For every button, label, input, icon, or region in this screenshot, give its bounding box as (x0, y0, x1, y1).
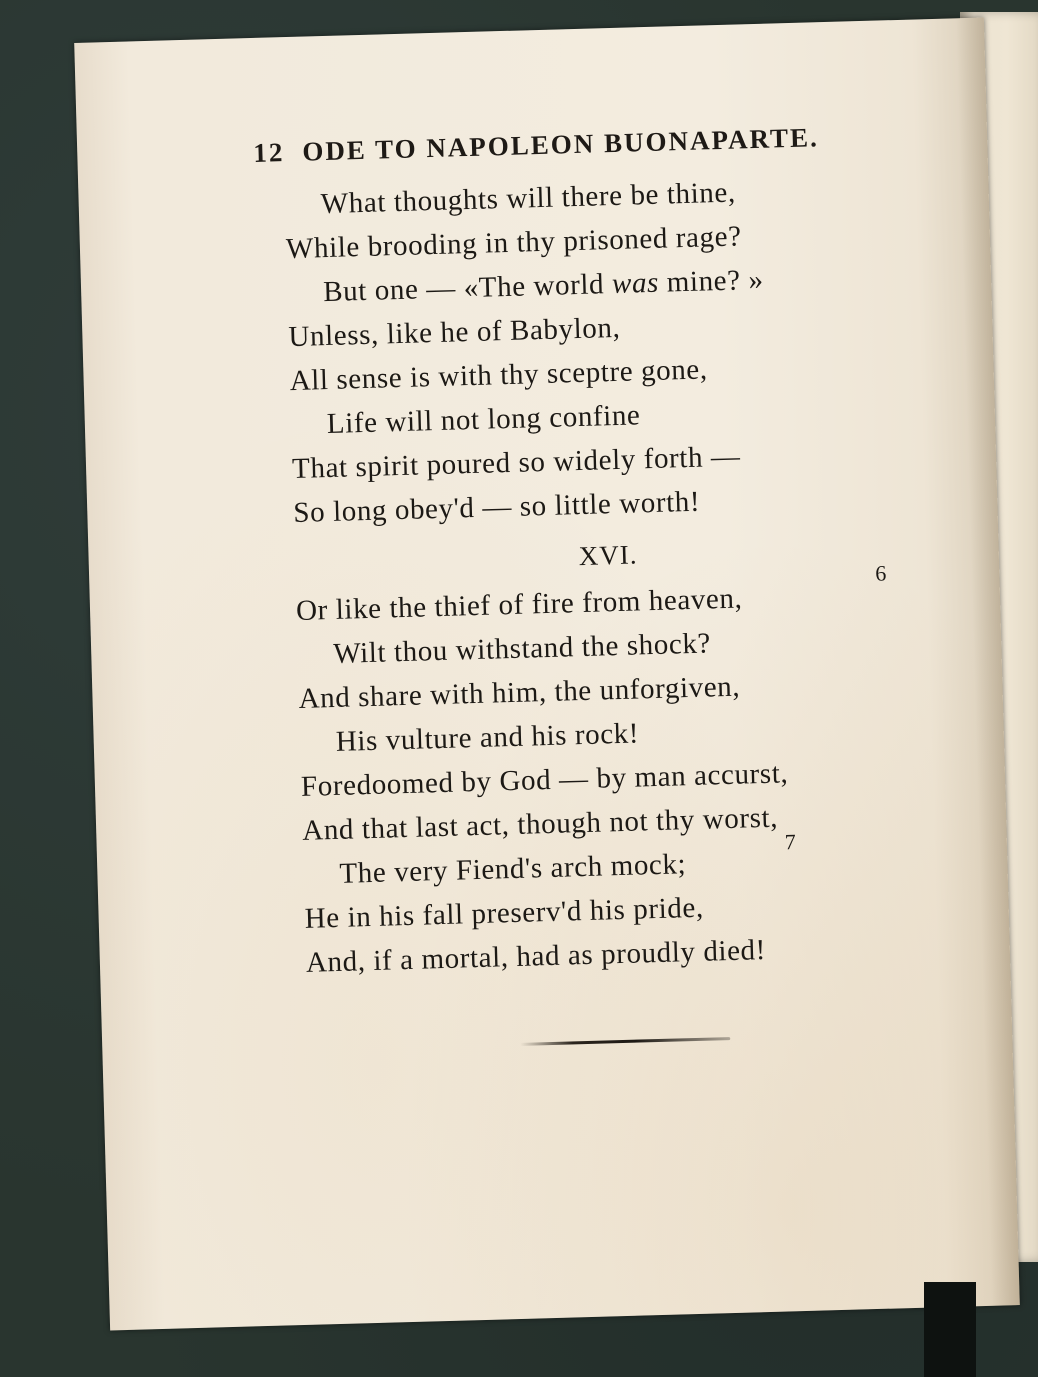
running-header (253, 122, 819, 169)
bookmark-ribbon (924, 1282, 976, 1377)
verse-line: And share with him, the unforgiven, (298, 670, 741, 715)
emphasis: was (611, 266, 660, 301)
verse-line: Life will not long confine (326, 399, 641, 441)
closing-ornamental-rule (520, 1037, 730, 1046)
verse-line: While brooding in thy prisoned rage? (285, 220, 742, 266)
verse-line: That spirit poured so widely forth — (291, 440, 741, 486)
footnote-reference: 7 (784, 829, 797, 855)
verse-line: He in his fall preserv'd his pride, (304, 891, 705, 935)
verse-line: The very Fiend's arch mock; (339, 848, 687, 890)
verse-line: Unless, like he of Babylon, (288, 311, 621, 354)
verse-line: And, if a mortal, had as proudly died! (305, 934, 767, 979)
verse-line: Wilt thou withstand the shock? (332, 627, 712, 670)
verse-line: So long obey'd — so little worth! (292, 485, 701, 530)
verse-line: Foredoomed by God — by man accurst, (300, 757, 789, 803)
verse-line: What thoughts will there be thine, (320, 176, 737, 221)
running-title: ODE TO NAPOLEON BUONAPARTE. (301, 122, 820, 167)
verse-line: Or like the thief of fire from heaven, (295, 582, 743, 627)
stanza-number: XVI. (578, 539, 638, 572)
verse-line: All sense is with thy sceptre gone, (289, 353, 709, 398)
verse-line: But one — «The world was mine? » (322, 263, 765, 309)
book-page (74, 18, 1020, 1331)
verse-line: His vulture and his rock! (335, 717, 640, 758)
footnote-reference: 6 (874, 560, 887, 586)
verse-line: And that last act, though not thy worst, (301, 801, 779, 847)
page-number: 12 (252, 137, 285, 168)
